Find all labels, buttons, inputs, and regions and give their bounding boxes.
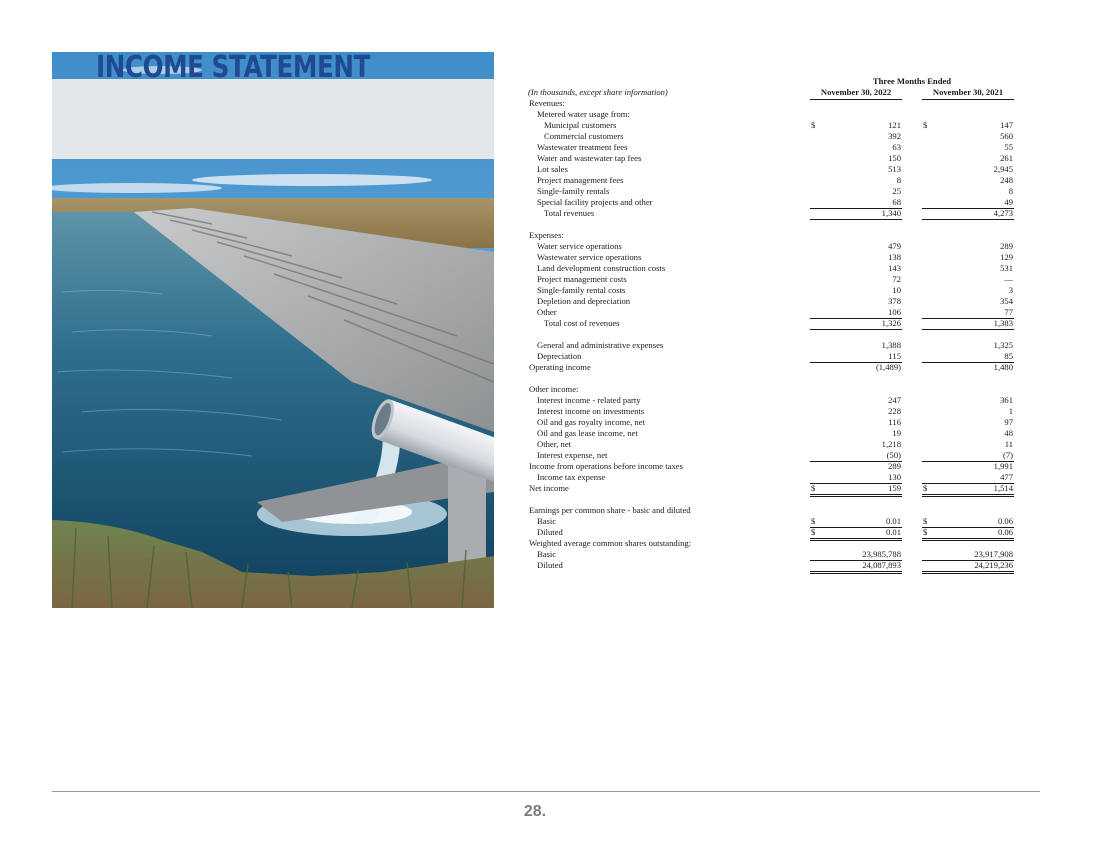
column-header-2021: November 30, 2021 [922,87,1014,100]
cell-value: 23,917,908 [974,549,1013,559]
table-row [528,120,1014,131]
table-row [528,109,1014,120]
table-row [528,153,1014,164]
value-2022 [810,417,902,428]
table-row [528,428,1014,439]
value-2021 [922,274,1014,285]
value-2022 [810,241,902,252]
value-2021 [922,120,1014,131]
table-row [528,230,1014,241]
row-label: Project management costs [537,274,627,284]
value-2022 [810,120,902,131]
cell-value: 72 [892,274,901,284]
cell-value: 25 [892,186,901,196]
cell-value: 1,480 [993,362,1013,372]
cell-value: 77 [1004,307,1013,317]
cell-value: 115 [888,351,901,361]
row-label: Total cost of revenues [544,318,620,328]
table-row [528,263,1014,274]
value-2021 [922,406,1014,417]
row-label: Oil and gas royalty income, net [537,417,645,427]
cell-value: 129 [1000,252,1013,262]
footer-divider [52,791,1040,792]
row-label: Net income [529,483,569,493]
cell-value: 361 [1000,395,1013,405]
table-row [528,131,1014,142]
row-label: Lot sales [537,164,568,174]
value-2022 [810,406,902,417]
cell-value: 261 [1000,153,1013,163]
cell-value: 150 [888,153,901,163]
cell-value: 0.06 [997,527,1013,537]
value-2021 [922,142,1014,153]
table-row [528,450,1014,461]
table-row [528,241,1014,252]
table-row [528,384,1014,395]
cell-value: 531 [1000,263,1013,273]
row-label: Water and wastewater tap fees [537,153,642,163]
table-row [528,461,1014,472]
table-row [528,252,1014,263]
table-row [528,439,1014,450]
cell-value: 159 [888,483,901,493]
table-row [528,395,1014,406]
page-number: 28. [523,803,547,820]
cell-value: 1 [1008,406,1013,416]
currency-symbol: $ [811,120,816,130]
table-row [528,164,1014,175]
cell-value: (1,489) [875,362,901,372]
table-row [528,373,1014,384]
cell-value: 560 [1000,131,1013,141]
value-2022 [810,428,902,439]
value-2021 [922,428,1014,439]
table-row [528,483,1014,494]
table-row [528,208,1014,219]
value-2021 [922,153,1014,164]
currency-symbol: $ [811,527,816,537]
cell-value: 0.01 [885,516,901,526]
table-row [528,538,1014,549]
unit-note: (In thousands, except share information) [528,87,668,97]
row-label: Earnings per common share - basic and diluted [529,505,691,515]
cell-value: 228 [888,406,901,416]
table-row [528,340,1014,351]
table-row [528,351,1014,362]
cell-value: 49 [1004,197,1013,207]
row-label: Income from operations before income taxes [529,461,683,471]
cell-value: 0.01 [885,527,901,537]
table-row [528,516,1014,527]
table-row [528,285,1014,296]
table-row [528,527,1014,538]
row-label: Basic [537,549,557,559]
table-row [528,505,1014,516]
cell-value: 63 [892,142,901,152]
table-row [528,417,1014,428]
cell-value: 8 [896,175,901,185]
row-label: Depletion and depreciation [537,296,631,306]
table-row [528,329,1014,340]
row-label: Interest income - related party [537,395,641,405]
cell-value: 147 [1000,120,1013,130]
period-header: Three Months Ended [872,76,952,86]
table-row [528,549,1014,560]
row-label: Diluted [537,560,563,570]
cell-value: 1,218 [881,439,901,449]
cell-value: 23,985,788 [862,549,901,559]
cell-value: 116 [888,417,901,427]
currency-symbol: $ [923,527,928,537]
cell-value: 10 [892,285,901,295]
cell-value: 106 [888,307,901,317]
table-row [528,494,1014,505]
cell-value: 1,340 [881,208,901,218]
row-label: Interest expense, net [537,450,608,460]
cell-value: 392 [888,131,901,141]
row-label: Commercial customers [544,131,624,141]
cell-value: 1,388 [881,340,901,350]
value-2022 [810,560,902,574]
value-2021 [922,241,1014,252]
table-row [528,98,1014,109]
cell-value: 0.06 [997,516,1013,526]
cell-value: 143 [888,263,901,273]
cell-value: 97 [1004,417,1013,427]
value-2022 [810,186,902,197]
cell-value: 55 [1004,142,1013,152]
row-label: Wastewater service operations [537,252,642,262]
cell-value: (7) [1002,450,1013,460]
row-label: Income tax expense [537,472,606,482]
row-label: Oil and gas lease income, net [537,428,638,438]
cell-value: — [1004,274,1013,284]
cell-value: 248 [1000,175,1013,185]
canal-photo [52,52,494,608]
value-2022 [810,153,902,164]
row-label: Expenses: [529,230,564,240]
cell-value: 479 [888,241,901,251]
value-2021 [922,439,1014,450]
cell-value: 2,945 [993,164,1013,174]
value-2022 [810,285,902,296]
row-label: Metered water usage from: [537,109,630,119]
currency-symbol: $ [923,516,928,526]
value-2022 [810,131,902,142]
row-label: Depreciation [537,351,582,361]
value-2021 [922,417,1014,428]
row-label: Special facility projects and other [537,197,653,207]
value-2022 [810,142,902,153]
title-band [52,79,494,159]
cell-value: 85 [1004,351,1013,361]
cell-value: 24,219,236 [974,560,1013,570]
currency-symbol: $ [923,120,928,130]
table-row [528,197,1014,208]
table-row [528,307,1014,318]
value-2022 [810,395,902,406]
value-2022 [810,362,902,373]
value-2021 [922,186,1014,197]
table-row [528,186,1014,197]
value-2021 [922,296,1014,307]
value-2022 [810,274,902,285]
cell-value: 247 [888,395,901,405]
value-2021 [922,252,1014,263]
table-row [528,560,1014,571]
value-2022 [810,439,902,450]
value-2021 [922,164,1014,175]
value-2022 [810,164,902,175]
row-label: Land development construction costs [537,263,666,273]
value-2022 [810,296,902,307]
row-label: Wastewater treatment fees [537,142,628,152]
row-label: Diluted [537,527,563,537]
row-label: Other, net [537,439,572,449]
value-2021 [922,560,1014,574]
value-2022 [810,461,902,472]
cell-value: 3 [1008,285,1013,295]
value-2022 [810,175,902,186]
currency-symbol: $ [811,516,816,526]
row-label: Project management fees [537,175,624,185]
cell-value: 48 [1004,428,1013,438]
row-label: Single-family rental costs [537,285,626,295]
row-label: Basic [537,516,557,526]
cell-value: 1,383 [993,318,1013,328]
cell-value: 289 [1000,241,1013,251]
table-row [528,142,1014,153]
cell-value: 4,273 [993,208,1013,218]
cell-value: 477 [1000,472,1013,482]
value-2022 [810,252,902,263]
table-row [528,318,1014,329]
cell-value: (50) [886,450,901,460]
cell-value: 1,991 [993,461,1013,471]
cell-value: 130 [888,472,901,482]
value-2021 [922,131,1014,142]
row-label: Operating income [529,362,591,372]
cell-value: 11 [1004,439,1013,449]
row-label: Municipal customers [544,120,617,130]
table-row [528,406,1014,417]
cell-value: 354 [1000,296,1013,306]
cell-value: 24,087,893 [862,560,901,570]
row-label: General and administrative expenses [537,340,664,350]
column-header-2022: November 30, 2022 [810,87,902,100]
table-row [528,362,1014,373]
cell-value: 378 [888,296,901,306]
cell-value: 1,326 [881,318,901,328]
table-row [528,296,1014,307]
value-2022 [810,263,902,274]
column-header-row [528,87,1014,98]
row-label: Revenues: [529,98,565,108]
cell-value: 1,514 [993,483,1013,493]
value-2021 [922,362,1014,373]
table-row [528,472,1014,483]
value-2021 [922,395,1014,406]
cell-value: 513 [888,164,901,174]
cell-value: 121 [888,120,901,130]
row-label: Water service operations [537,241,622,251]
row-label: Other income: [529,384,579,394]
row-label: Weighted average common shares outstanding: [529,538,692,548]
table-row [528,219,1014,230]
value-2022 [810,340,902,351]
value-2021 [922,263,1014,274]
currency-symbol: $ [923,483,928,493]
row-label: Single-family rentals [537,186,610,196]
table-row [528,175,1014,186]
value-2021 [922,461,1014,472]
value-2021 [922,340,1014,351]
value-2021 [922,285,1014,296]
table-row [528,274,1014,285]
cell-value: 138 [888,252,901,262]
row-label: Interest income on investments [537,406,645,416]
row-label: Total revenues [544,208,595,218]
page-title: INCOME STATEMENT [96,50,370,85]
cell-value: 68 [892,197,901,207]
value-2021 [922,175,1014,186]
cell-value: 1,325 [993,340,1013,350]
cell-value: 8 [1008,186,1013,196]
cell-value: 19 [892,428,901,438]
currency-symbol: $ [811,483,816,493]
row-label: Other [537,307,557,317]
cell-value: 289 [888,461,901,471]
